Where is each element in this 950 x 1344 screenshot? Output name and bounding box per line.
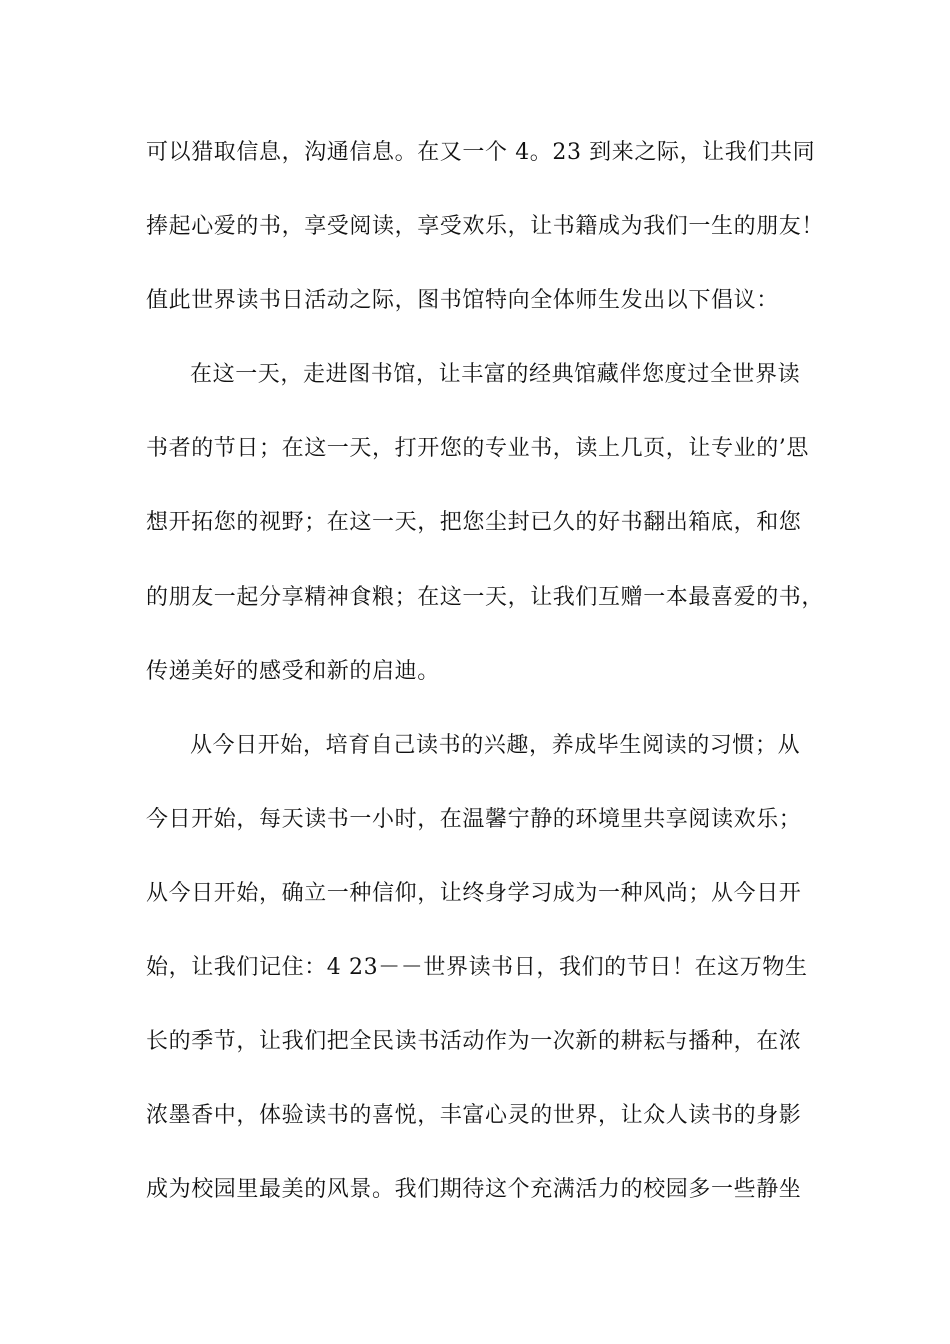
paragraph-2-line-7: 成为校园里最美的风景。我们期待这个充满活力的校园多一些静坐 [146, 1177, 802, 1203]
paragraph-2-line-4: 始，让我们记住：4 23－－世界读书日，我们的节日！在这万物生 [146, 955, 808, 981]
text-line-1: 可以猎取信息，沟通信息。在又一个 4。23 到来之际，让我们共同 [146, 140, 816, 165]
paragraph-2-line-5: 长的季节，让我们把全民读书活动作为一次新的耕耘与播种，在浓 [146, 1029, 802, 1055]
paragraph-2-line-6: 浓墨香中，体验读书的喜悦，丰富心灵的世界，让众人读书的身影 [146, 1103, 802, 1129]
paragraph-1-line-5: 传递美好的感受和新的启迪。 [146, 658, 440, 684]
body-text [146, 130, 825, 1241]
paragraph-2-line-3: 从今日开始，确立一种信仰，让终身学习成为一种风尚；从今日开 [146, 880, 802, 906]
paragraph-2-line-1: 从今日开始，培育自己读书的兴趣，养成毕生阅读的习惯；从 [190, 732, 801, 758]
text-line-3: 值此世界读书日活动之际，图书馆特向全体师生发出以下倡议： [146, 288, 779, 314]
paragraph-1-line-4: 的朋友一起分享精神食粮；在这一天，让我们互赠一本最喜爱的书， [146, 584, 825, 610]
paragraph-2-line-2: 今日开始，每天读书一小时，在温馨宁静的环境里共享阅读欢乐； [146, 806, 802, 832]
paragraph-1-line-1: 在这一天，走进图书馆，让丰富的经典馆藏伴您度过全世界读 [190, 362, 801, 388]
paragraph-1-line-3: 想开拓您的视野；在这一天，把您尘封已久的好书翻出箱底，和您 [146, 510, 802, 536]
text-line-2: 捧起心爱的书，享受阅读，享受欢乐，让书籍成为我们一生的朋友！ [146, 214, 825, 240]
paragraph-1-line-2: 书者的节日；在这一天，打开您的专业书，读上几页，让专业的’思 [146, 436, 809, 462]
